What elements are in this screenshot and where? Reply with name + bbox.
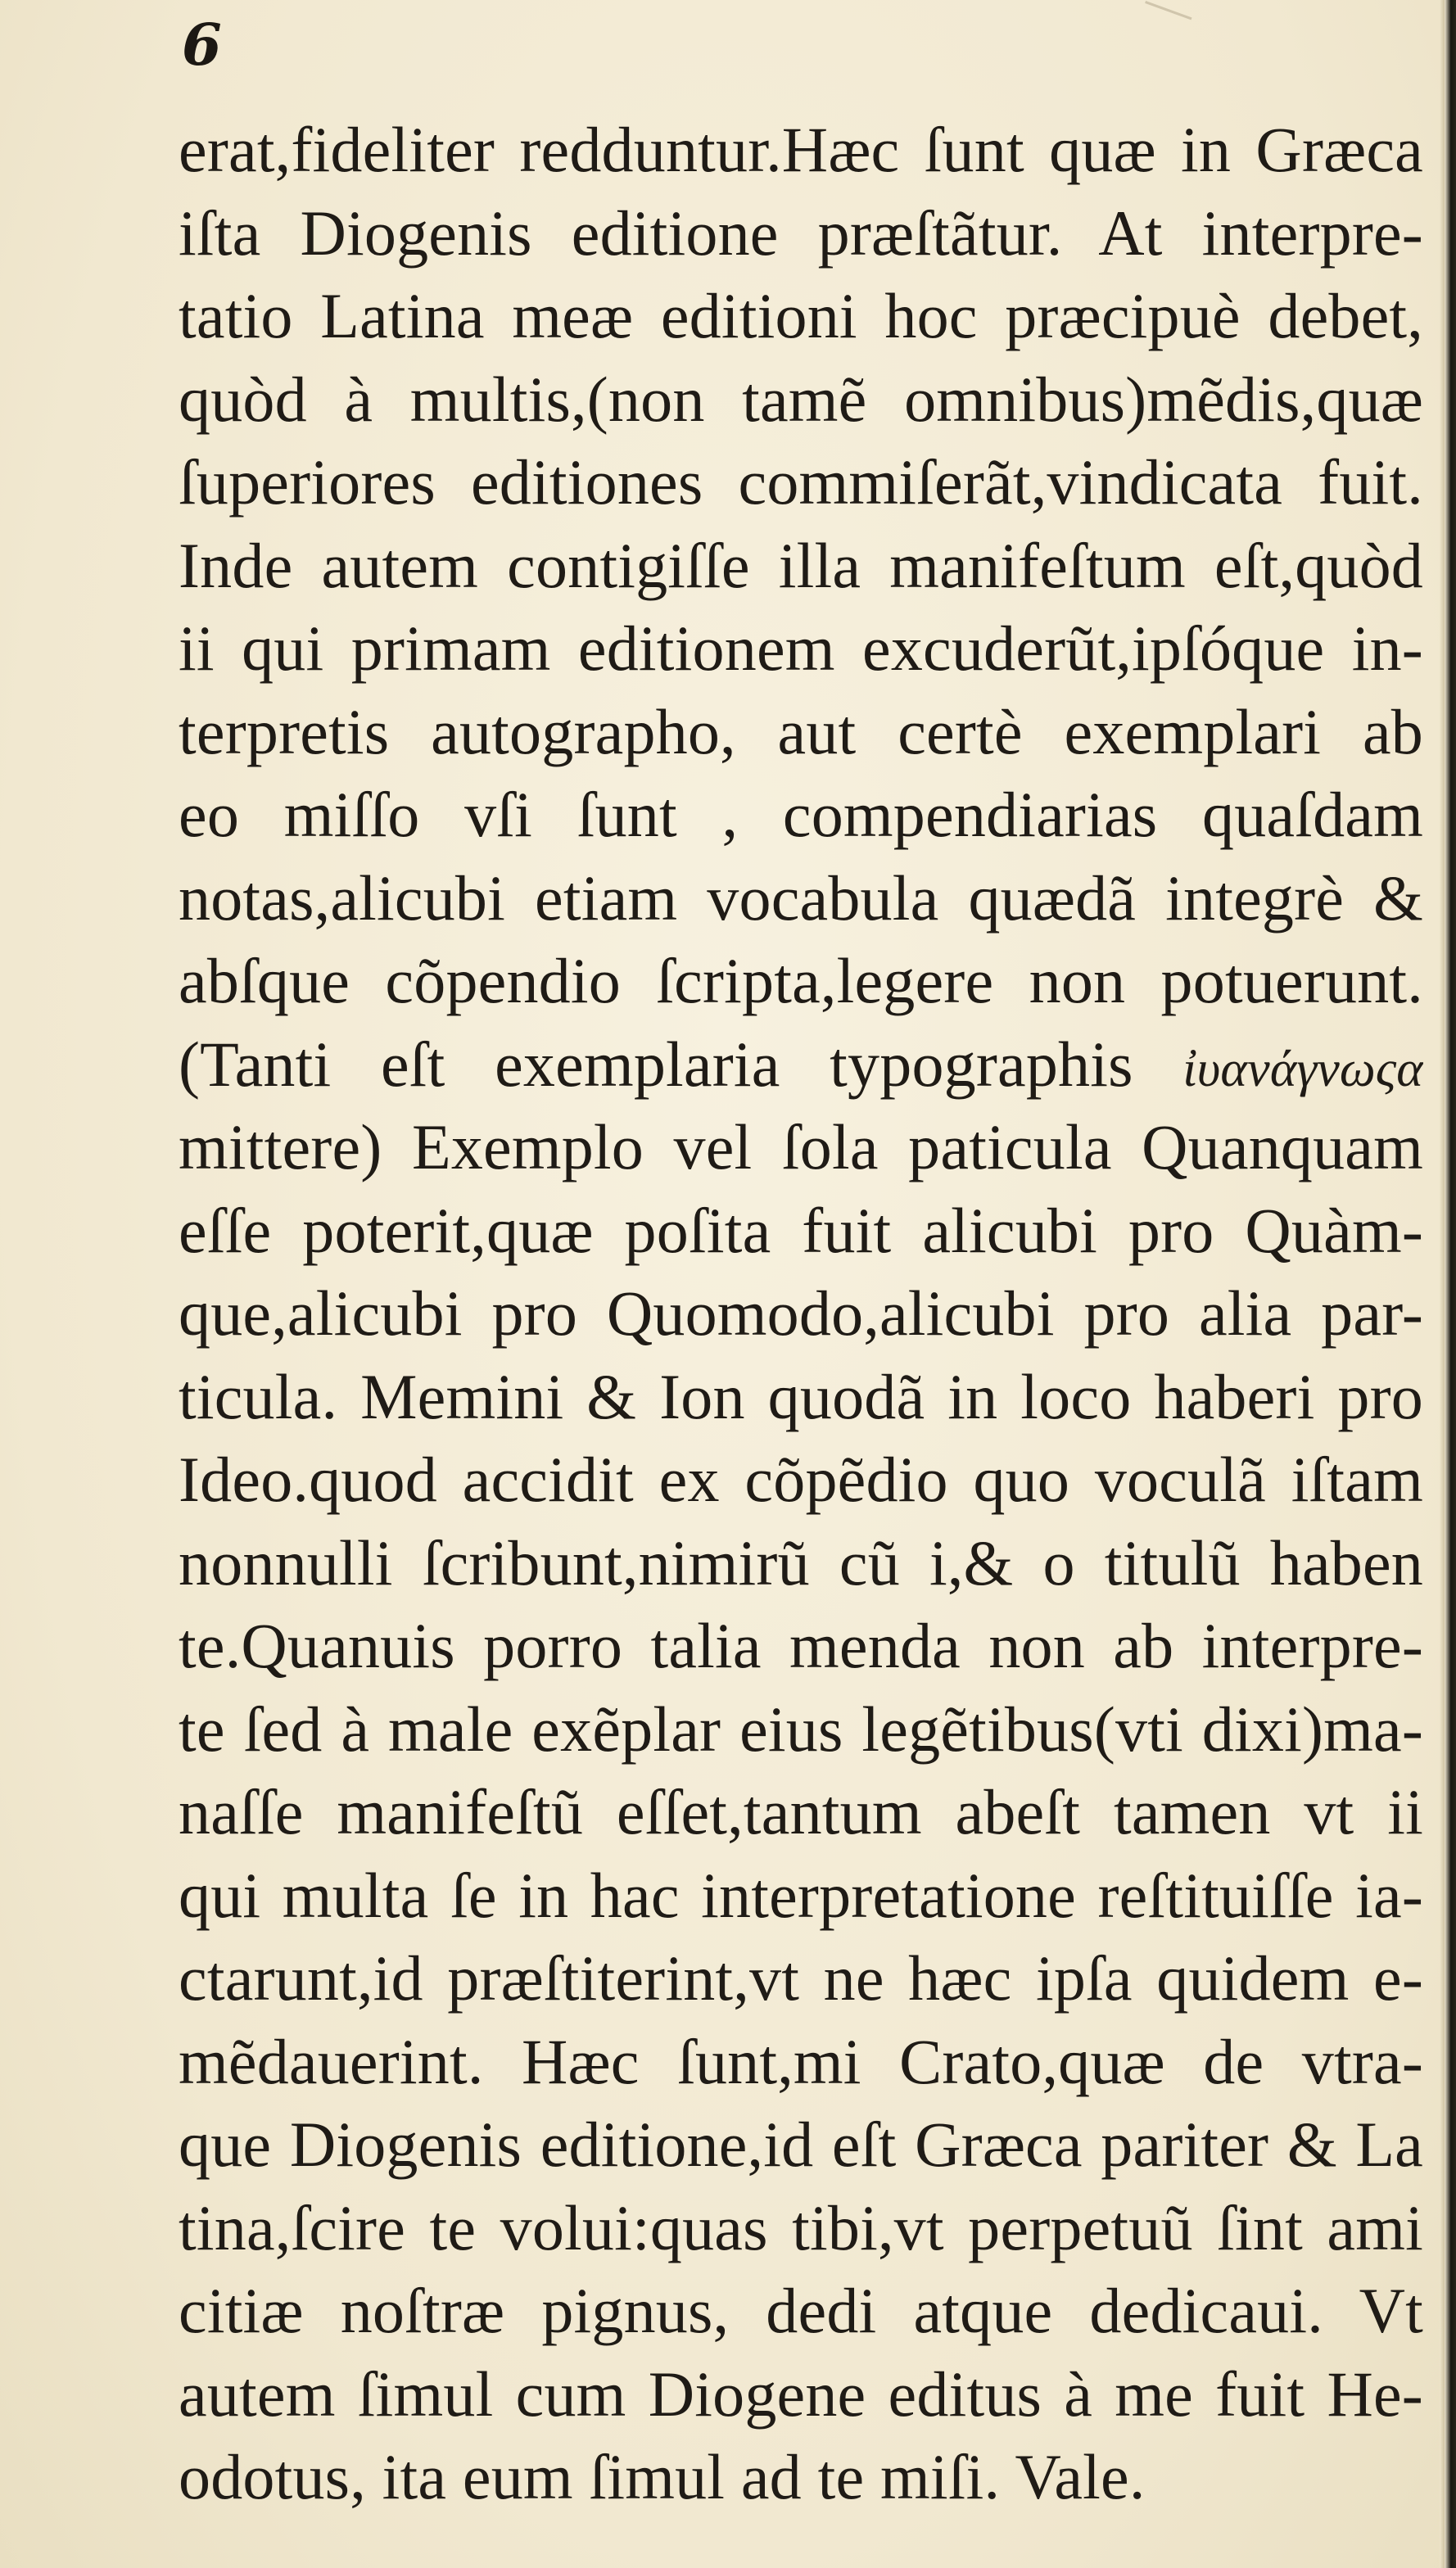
text-line: que Diogenis editione,id eſt Græca pariter & La — [179, 2109, 1423, 2180]
text-line: tatio Latina meæ editioni hoc præcipuè debet, — [179, 280, 1423, 351]
text-line: naſſe manifeſtũ eſſet,tantum abeſt tamen vt ii — [179, 1776, 1423, 1847]
text-line: iſta Diogenis editione præſtãtur. At interpre- — [179, 197, 1423, 269]
text-line: te.Quanuis porro talia menda non ab interpre- — [179, 1610, 1423, 1681]
text-line: nonnulli ſcribunt,nimirũ cũ i,& o titulũ haben — [179, 1526, 1423, 1598]
text-line: autem ſimul cum Diogene editus à me fuit He- — [179, 2358, 1423, 2430]
text-line: terpretis autographo, aut certè exemplari ab — [179, 695, 1423, 767]
text-line: Inde autem contigiſſe illa manifeſtum eſt,quòd — [179, 529, 1423, 601]
text-line: mittere) Exemplo vel ſola paticula Quanquam — [179, 1111, 1423, 1182]
text-line: tina,ſcire te volui:quas tibi,vt perpetuũ ſint ami — [179, 2191, 1423, 2263]
text-line: erat,fideliter redduntur.Hæc ſunt quæ in Græca — [179, 114, 1423, 185]
text-line: citiæ noſtræ pignus, dedi atque dedicaui. Vt — [179, 2275, 1423, 2346]
text-line: abſque cõpendio ſcripta,legere non potuerunt. — [179, 945, 1423, 1016]
text-line: qui multa ſe in hac interpretatione reſtituiſſe ia- — [179, 1859, 1423, 1931]
text-line: ticula. Memini & Ion quodã in loco haberi pro — [179, 1360, 1423, 1432]
text-line: ctarunt,id præſtiterint,vt ne hæc ipſa quidem e- — [179, 1942, 1423, 2014]
text-line: ſuperiores editiones commiſerãt,vindicata fuit. — [179, 446, 1423, 518]
text-line-with-greek — [179, 1023, 1423, 1106]
text-line: que,alicubi pro Quomodo,alicubi pro alia par- — [179, 1277, 1423, 1349]
text-line: ii qui primam editionem excuderũt,ipſóque in- — [179, 613, 1423, 684]
page-number: 6 — [182, 11, 222, 79]
text-line: quòd à multis,(non tamẽ omnibus)mẽdis,quæ — [179, 363, 1423, 435]
text-line: notas,alicubi etiam vocabula quædã integrè & — [179, 861, 1423, 934]
text-line: te ſed à male exẽplar eius legẽtibus(vti dixi)ma- — [179, 1693, 1423, 1765]
text-fragment: (Tanti eſt exemplaria typographis — [179, 1028, 1133, 1100]
ink-smudge — [1133, 1, 1191, 51]
text-line-closing: odotus, ita eum ſimul ad te miſi. Vale. — [179, 2441, 1146, 2512]
text-line: eſſe poterit,quæ poſita fuit alicubi pro Quàm- — [179, 1194, 1423, 1266]
body-text — [179, 108, 1423, 2519]
text-line: Ideo.quod accidit ex cõpẽdio quo voculã iſtam — [179, 1444, 1423, 1515]
greek-word: ἰυανάγνωςα — [1182, 1041, 1423, 1097]
page-edge-shadow — [1445, 0, 1456, 2568]
text-line: mẽdauerint. Hæc ſunt,mi Crato,quæ de vtra- — [179, 2025, 1423, 2097]
text-line: eo miſſo vſi ſunt , compendiarias quaſdam — [179, 779, 1423, 850]
